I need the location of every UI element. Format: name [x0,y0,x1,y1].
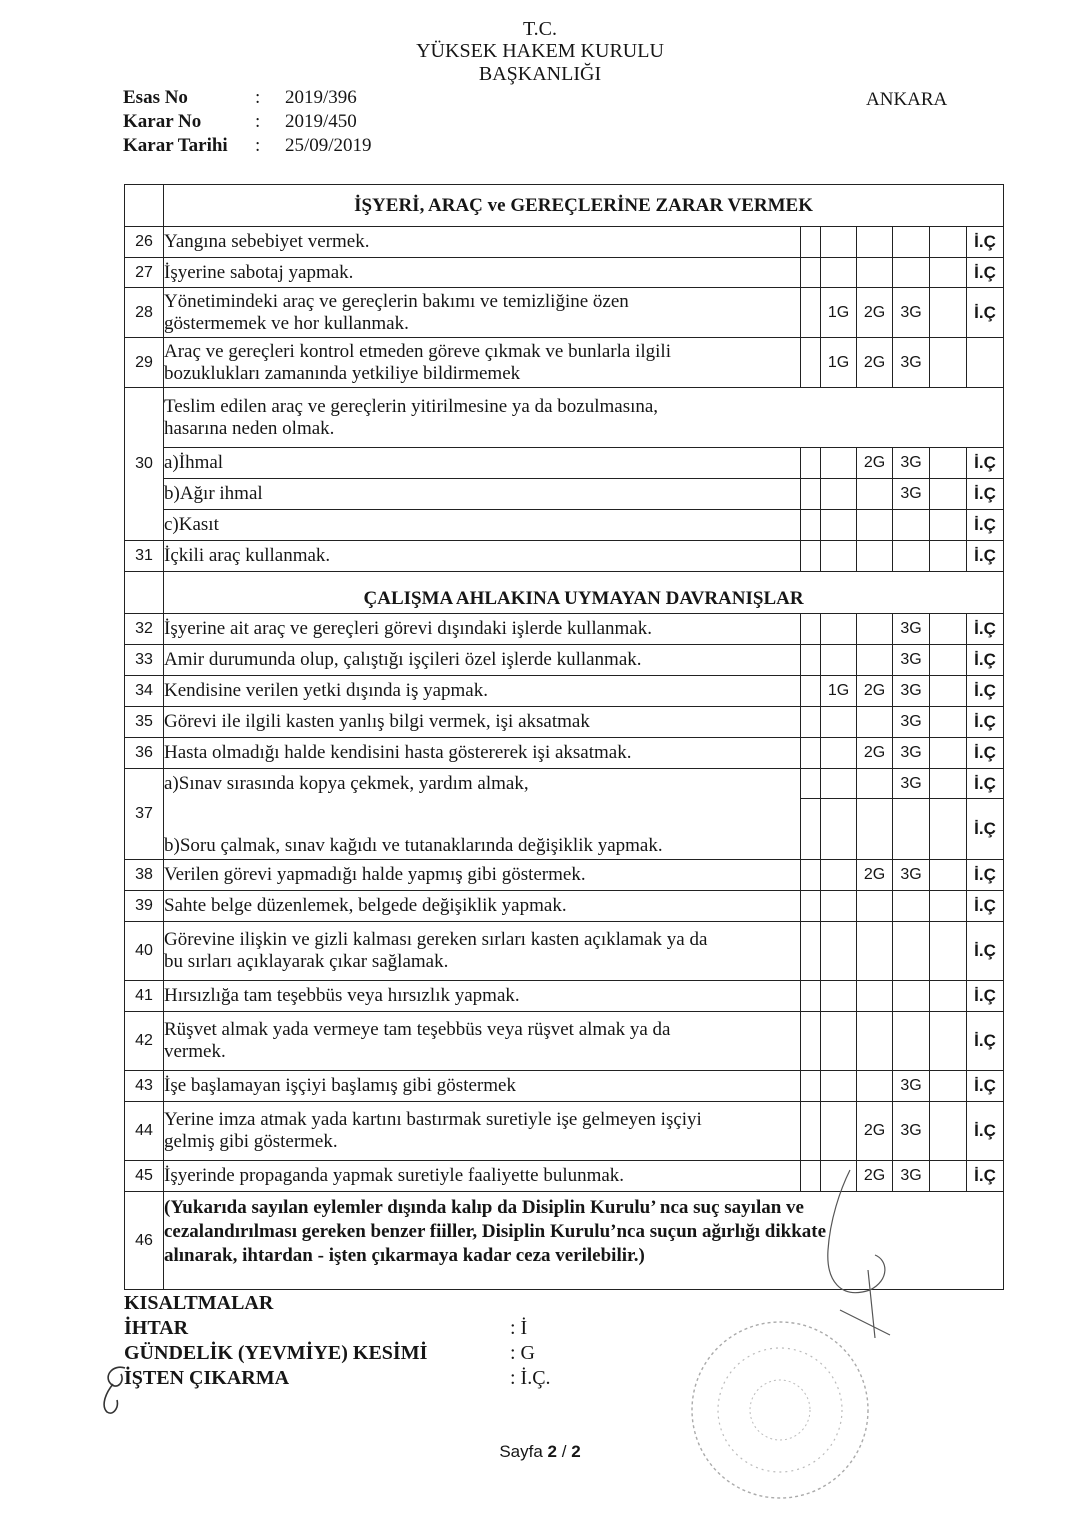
row-text-line1: Teslim edilen araç ve gereçlerin yitirilmesine ya da bozulmasına, [164,395,659,417]
city-label: ANKARA [866,89,948,110]
row-number: 40 [125,922,164,981]
row-text: Verilen görevi yapmadığı halde yapmış gibi göstermek. [164,860,801,891]
penalty-ic: İ.Ç [967,614,1004,645]
table-row [125,1102,1004,1161]
row-text [164,288,801,338]
page-total: 2 [571,1442,581,1461]
karar-no-sep: : [255,111,261,132]
penalty-3g: 3G [893,614,930,645]
penalty-ic: İ.Ç [967,860,1004,891]
row-text: Yangına sebebiyet vermek. [164,227,801,258]
row-text: Hasta olmadığı halde kendisini hasta göstererek işi aksatmak. [164,738,801,769]
row-number: 39 [125,891,164,922]
discipline-table [124,184,1004,1290]
penalty-3g: 3G [893,288,930,338]
penalty-ic: İ.Ç [967,227,1004,258]
row-text: İçkili araç kullanmak. [164,541,801,572]
row-text-line2: hasarına neden olmak. [164,417,335,439]
penalty-ic: İ.Ç [967,799,1004,860]
penalty-ic: İ.Ç [967,541,1004,572]
row-number: 42 [125,1012,164,1071]
row-number: 37 [125,769,164,860]
row-subtext-b: b)Soru çalmak, sınav kağıdı ve tutanaklarında değişiklik yapmak. [164,799,801,860]
table-row [125,769,1004,799]
abbr-ihtar-label: İHTAR [124,1317,189,1339]
penalty-ic: İ.Ç [967,922,1004,981]
penalty-ic: İ.Ç [967,1012,1004,1071]
karar-tarihi-label: Karar Tarihi [123,135,228,156]
row-text-line1: Araç ve gereçleri kontrol etmeden göreve çıkmak ve bunlarla ilgili [164,340,671,362]
row-text: İşyerinde propaganda yapmak suretiyle faaliyette bulunmak. [164,1161,801,1192]
row-number: 28 [125,288,164,338]
esas-no-value: 2019/396 [285,87,357,108]
penalty-ic: İ.Ç [967,981,1004,1012]
penalty-3g: 3G [893,1161,930,1192]
row-text: Sahte belge düzenlemek, belgede değişiklik yapmak. [164,891,801,922]
table-row [125,258,1004,288]
table-row [125,614,1004,645]
official-seal-icon [680,1310,880,1510]
abbr-isten-value: : İ.Ç. [510,1367,551,1389]
row-text-line1: Görevine ilişkin ve gizli kalması gereken sırları kasten açıklamak ya da [164,929,708,950]
row-subtext-b: b)Ağır ihmal [164,479,801,510]
row-number: 41 [125,981,164,1012]
penalty-ic: İ.Ç [967,769,1004,799]
row-number: 31 [125,541,164,572]
row-number: 33 [125,645,164,676]
row-number: 27 [125,258,164,288]
penalty-ic: İ.Ç [967,258,1004,288]
abbr-gundelik-value: : G [510,1342,535,1364]
row-text-line1: Yerine imza atmak yada kartını bastırmak suretiyle işe gelmeyen işçiyi [164,1109,702,1130]
penalty-2g: 2G [857,1102,893,1161]
row-text-line1: Rüşvet almak yada vermeye tam teşebbüs veya rüşvet almak ya da [164,1019,671,1040]
row-text: İşe başlamayan işçiyi başlamış gibi göstermek [164,1071,801,1102]
row-text [164,922,801,981]
row-text-line2: bozuklukları zamanında yetkiliye bildirmemek [164,362,521,384]
penalty-3g: 3G [893,479,930,510]
table-row [125,860,1004,891]
section-title: ÇALIŞMA AHLAKINA UYMAYAN DAVRANIŞLAR [164,572,1004,614]
table-subrow [125,799,1004,860]
penalty-2g: 2G [857,676,893,707]
abbr-isten-label: İŞTEN ÇIKARMA [124,1367,290,1389]
row-number: 26 [125,227,164,258]
abbr-ihtar-value: : İ [510,1317,528,1339]
page-number [0,1442,1080,1462]
row-text [164,338,801,388]
row-text: İşyerine ait araç ve gereçleri görevi dışındaki işlerde kullanmak. [164,614,801,645]
row-text-line2: cezalandırılması gereken benzer fiiller, Disiplin Kurulu’nca suçun ağırlığı dikkate [164,1221,827,1242]
penalty-3g: 3G [893,769,930,799]
table-row [125,1071,1004,1102]
row-text: Hırsızlığa tam teşebbüs veya hırsızlık yapmak. [164,981,801,1012]
penalty-3g: 3G [893,738,930,769]
row-number: 43 [125,1071,164,1102]
penalty-ic: İ.Ç [967,288,1004,338]
penalty-2g: 2G [857,288,893,338]
karar-tarihi-sep: : [255,135,261,156]
penalty-3g: 3G [893,338,930,388]
row-subtext-a: a)Sınav sırasında kopya çekmek, yardım almak, [164,769,801,799]
table-row [125,645,1004,676]
penalty-3g: 3G [893,1102,930,1161]
penalty-1g: 1G [821,676,857,707]
row-number: 46 [125,1192,164,1290]
table-row [125,388,1004,448]
penalty-ic: İ.Ç [967,891,1004,922]
table-row [125,1012,1004,1071]
table-row [125,288,1004,338]
esas-no-sep: : [255,87,261,108]
row-text-line3: alınarak, ihtardan - işten çıkarmaya kadar ceza verilebilir.) [164,1245,645,1266]
table-row [125,738,1004,769]
penalty-1g: 1G [821,288,857,338]
row-number: 32 [125,614,164,645]
table-row [125,707,1004,738]
penalty-3g: 3G [893,860,930,891]
karar-no-value: 2019/450 [285,111,357,132]
header-institution: YÜKSEK HAKEM KURULU [416,40,664,62]
header-tc: T.C. [522,18,558,40]
penalty-2g: 2G [857,738,893,769]
penalty-2g: 2G [857,338,893,388]
row-number: 36 [125,738,164,769]
row-text-line2: gelmiş gibi göstermek. [164,1131,338,1152]
table-row [125,541,1004,572]
section-title: İŞYERİ, ARAÇ ve GEREÇLERİNE ZARAR VERMEK [164,185,1004,227]
table-subrow [125,479,1004,510]
penalty-ic: İ.Ç [967,1071,1004,1102]
penalty-3g: 3G [893,1071,930,1102]
page-prefix: Sayfa [499,1442,548,1461]
karar-no-label: Karar No [123,111,202,132]
table-row [125,981,1004,1012]
table-subrow [125,448,1004,479]
penalty-ic: İ.Ç [967,1102,1004,1161]
penalty-ic: İ.Ç [967,510,1004,541]
row-number: 45 [125,1161,164,1192]
table-row [125,922,1004,981]
karar-tarihi-value: 25/09/2019 [285,135,372,156]
row-text-line1: Yönetimindeki araç ve gereçlerin bakımı ve temizliğine özen [164,290,629,312]
table-row [125,891,1004,922]
penalty-3g: 3G [893,676,930,707]
row-text-line2: bu sırları açıklayarak çıkar sağlamak. [164,951,449,972]
row-number: 30 [125,388,164,541]
penalty-2g: 2G [857,1161,893,1192]
penalty-2g: 2G [857,448,893,479]
row-text-line2: vermek. [164,1041,226,1062]
penalty-ic: İ.Ç [967,676,1004,707]
table-row [125,227,1004,258]
penalty-2g: 2G [857,860,893,891]
table-row [125,676,1004,707]
abbreviations-title: KISALTMALAR [124,1292,274,1314]
row-text: Amir durumunda olup, çalıştığı işçileri özel işlerde kullanmak. [164,645,801,676]
table-row [125,338,1004,388]
row-number: 34 [125,676,164,707]
row-text [164,1012,801,1071]
row-text [164,1102,801,1161]
handwritten-initial-icon [95,1362,145,1418]
penalty-ic: İ.Ç [967,707,1004,738]
penalty-ic: İ.Ç [967,1161,1004,1192]
page-current: 2 [547,1442,558,1461]
header-presidency: BAŞKANLIĞI [478,63,602,85]
row-number: 29 [125,338,164,388]
row-subtext-a: a)İhmal [164,448,801,479]
section-row [125,572,1004,614]
row-text: Görevi ile ilgili kasten yanlış bilgi vermek, işi aksatmak [164,707,801,738]
penalty-ic: İ.Ç [967,479,1004,510]
penalty-1g: 1G [821,338,857,388]
row-number: 35 [125,707,164,738]
penalty-ic: İ.Ç [967,738,1004,769]
penalty-3g: 3G [893,645,930,676]
row-text [164,388,1004,448]
page-separator: / [557,1442,572,1461]
row-number: 44 [125,1102,164,1161]
row-text: İşyerine sabotaj yapmak. [164,258,801,288]
table-subrow [125,510,1004,541]
section-row [125,185,1004,227]
row-text-line1: (Yukarıda sayılan eylemler dışında kalıp da Disiplin Kurulu’ nca suç sayılan ve [164,1197,804,1218]
esas-no-label: Esas No [123,87,188,108]
penalty-3g: 3G [893,448,930,479]
abbr-gundelik-label: GÜNDELİK (YEVMİYE) KESİMİ [124,1342,428,1364]
row-text-line2: göstermemek ve hor kullanmak. [164,312,409,334]
row-text: Kendisine verilen yetki dışında iş yapmak. [164,676,801,707]
penalty-ic: İ.Ç [967,645,1004,676]
row-number: 38 [125,860,164,891]
penalty-ic: İ.Ç [967,448,1004,479]
penalty-3g: 3G [893,707,930,738]
row-subtext-c: c)Kasıt [164,510,801,541]
